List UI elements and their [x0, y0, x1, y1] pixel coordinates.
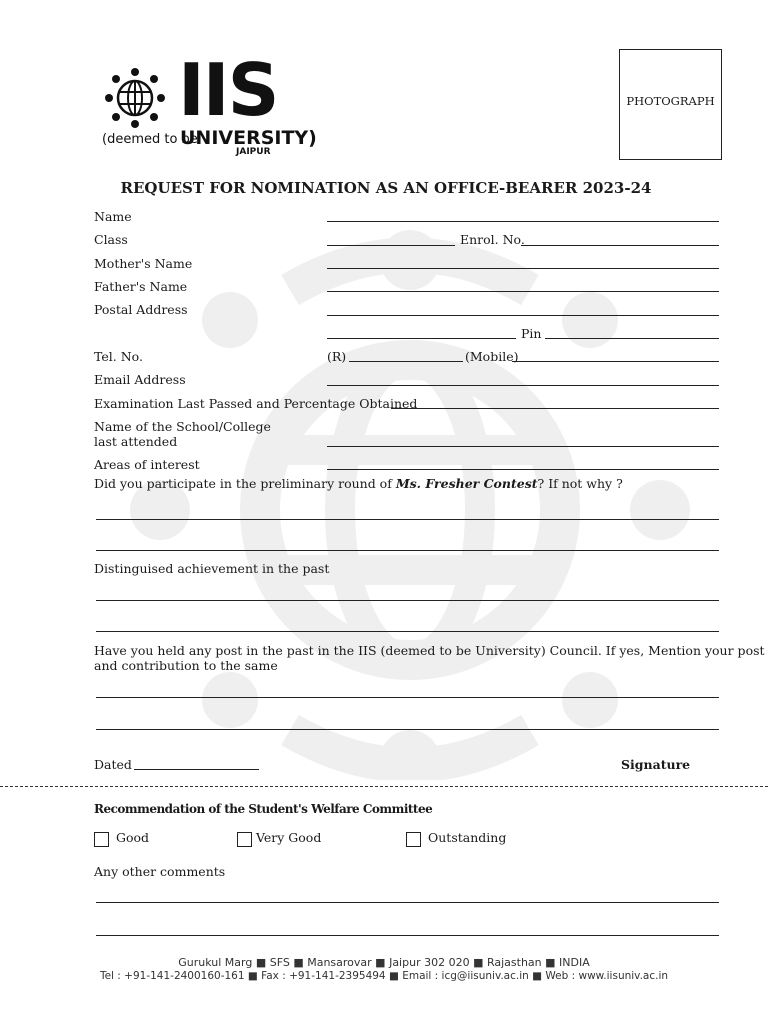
mothers-name-field[interactable]	[327, 268, 719, 269]
achievement-line-2[interactable]	[96, 631, 719, 632]
logo-city: JAIPUR	[236, 147, 271, 157]
interest-field[interactable]	[327, 469, 719, 470]
label-class: Class	[94, 232, 128, 247]
university-emblem-icon	[104, 67, 166, 129]
exam-field[interactable]	[391, 408, 719, 409]
label-school-2: last attended	[94, 434, 178, 449]
label-comments: Any other comments	[94, 864, 226, 879]
fresher-answer-line-2[interactable]	[96, 550, 719, 551]
logo-deemed: (deemed to be	[102, 132, 198, 147]
name-field[interactable]	[327, 221, 719, 222]
fathers-name-field[interactable]	[327, 291, 719, 292]
question-achievement: Distinguised achievement in the past	[94, 561, 330, 576]
class-field[interactable]	[327, 245, 455, 246]
label-fathers-name: Father's Name	[94, 279, 188, 294]
logo-university: UNIVERSITY)	[180, 127, 317, 149]
label-school-1: Name of the School/College	[94, 419, 271, 434]
post-line-2[interactable]	[96, 729, 719, 730]
checkbox-good[interactable]	[94, 832, 109, 847]
question-post-2: and contribution to the same	[94, 658, 278, 673]
cut-line	[0, 786, 768, 787]
label-pin: Pin	[521, 326, 542, 341]
postal-address-field-2[interactable]	[327, 338, 516, 339]
form-title: REQUEST FOR NOMINATION AS AN OFFICE-BEARER 2023-24	[120, 179, 652, 197]
postal-address-field[interactable]	[327, 315, 719, 316]
footer-contact: Tel : +91-141-2400160-161 ■ Fax : +91-141-2395494 ■ Email : icg@iisuniv.ac.in ■ Web : www.iisuniv.ac.in	[99, 970, 669, 982]
school-field[interactable]	[327, 446, 719, 447]
label-postal-address: Postal Address	[94, 302, 188, 317]
label-exam: Examination Last Passed and Percentage Obtained	[94, 396, 418, 411]
checkbox-very-good[interactable]	[237, 832, 252, 847]
email-field[interactable]	[327, 385, 719, 386]
fresher-answer-line-1[interactable]	[96, 519, 719, 520]
footer-address: Gurukul Marg ■ SFS ■ Mansarovar ■ Jaipur 302 020 ■ Rajasthan ■ INDIA	[178, 956, 590, 969]
question-fresher	[94, 477, 623, 491]
label-tel-r: (R)	[327, 349, 347, 364]
label-good: Good	[116, 830, 150, 845]
question-post-1: Have you held any post in the past in the IIS (deemed to be University) Council. If yes, Mention your post	[94, 643, 765, 658]
tel-residence-field[interactable]	[349, 361, 463, 362]
photograph-box	[619, 49, 722, 160]
checkbox-outstanding[interactable]	[406, 832, 421, 847]
label-mothers-name: Mother's Name	[94, 256, 193, 271]
photograph-label: PHOTOGRAPH	[626, 94, 715, 108]
recommendation-heading: Recommendation of the Student's Welfare Committee	[94, 802, 433, 816]
label-tel-mobile: (Mobile)	[465, 349, 519, 364]
enrol-field[interactable]	[521, 245, 719, 246]
comments-line-1[interactable]	[96, 902, 719, 903]
label-signature: Signature	[621, 757, 691, 772]
achievement-line-1[interactable]	[96, 600, 719, 601]
label-dated: Dated	[94, 757, 132, 772]
label-interest: Areas of interest	[94, 457, 200, 472]
tel-mobile-field[interactable]	[512, 361, 719, 362]
post-line-1[interactable]	[96, 697, 719, 698]
question-fresher-pre: Did you participate in the preliminary round of	[94, 476, 396, 491]
question-fresher-post: ? If not why ?	[537, 476, 623, 491]
comments-line-2[interactable]	[96, 935, 719, 936]
label-name: Name	[94, 209, 132, 224]
label-outstanding: Outstanding	[428, 830, 507, 845]
pin-field[interactable]	[545, 338, 719, 339]
label-tel: Tel. No.	[94, 349, 143, 364]
logo-iis: IIS	[178, 48, 278, 132]
label-email: Email Address	[94, 372, 186, 387]
label-very-good: Very Good	[256, 830, 322, 845]
dated-field[interactable]	[134, 769, 259, 770]
label-enrol: Enrol. No.	[460, 232, 525, 247]
question-fresher-em: Ms. Fresher Contest	[395, 476, 538, 491]
